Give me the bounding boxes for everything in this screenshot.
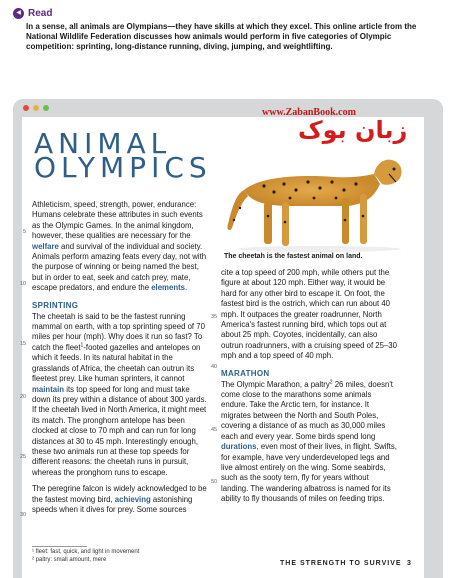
line-number: 25 [20, 454, 27, 460]
cheetah-image [224, 124, 414, 252]
vocab-durations: durations [221, 442, 257, 452]
line-number: 40 [211, 364, 218, 370]
watermark-logo: زبان بوک [298, 116, 408, 144]
speaker-icon: ◀ [13, 8, 24, 19]
footnote-2: ² paltry: small amount, mere [32, 557, 107, 563]
footnote-ref-1: 1 [80, 342, 84, 349]
window-controls [13, 99, 443, 116]
vocab-welfare: welfare [32, 241, 59, 251]
maximize-dot-icon [43, 105, 49, 111]
falcon-text: The peregrine falcon is widely acknowledged to be the fastest moving bird, achieving astonishing speeds when it dives for prey. Some sources [32, 484, 207, 514]
read-header [13, 7, 52, 19]
line-number: 35 [211, 314, 218, 320]
vocab-maintain: maintain [32, 384, 65, 394]
line-number: 30 [20, 512, 27, 518]
line-number: 20 [20, 394, 27, 400]
footnote-ref-2: 2 [329, 379, 333, 386]
intro-paragraph: In a sense, all animals are Olympians—they have skills at which they excel. This online article from the National Wildlife Federation discusses how animals would perform in five categories of Olympic competition: sprinting, long-distance running, diving, jumping, and weightlifting. [26, 22, 417, 51]
article-column-right [221, 268, 398, 511]
close-dot-icon [23, 105, 29, 111]
article-column-left [32, 200, 210, 521]
sprinting-text: The cheetah is said to be the fastest running mammal on earth, with a top sprinting speed of 70 miles per hour (mph). Why does it run so fast? To catch the fleet$^1$-footed gazelles and antelopes on which it feeds. In its natural habitat in the grasslands of Africa, the cheetah can outrun its fleetest prey. Like human sprinters, it cannot maintain its top speed for long and must take down its prey within a distance of about 300 yards. If the cheetah lived in North America, it might meet its match. The pronghorn antelope has been clocked at close to 70 mph and can run for long distances at 30 to 45 mph. Interestingly enough, these two animals run at these top speeds for different reasons: the cheetah runs in pursuit, whereas the pronghorn runs to escape. [32, 311, 207, 477]
continuation-text: cite a top speed of 200 mph, while others put the figure at about 120 mph. Either way, it would be hard for any other bird to escape it. On foot, the fastest bird is the ostrich, which can run about 40 mph. It outpaces the greater roadrunner, North America's fastest running bird, which tops out at about 25 mph. Coyotes, incidentally, can also outrun roadrunners, with a cruising speed of 25–30 mph and a top speed of 40 mph. [221, 268, 397, 361]
article-title-line1: ANIMAL [34, 127, 172, 160]
page-number: 3 [407, 560, 411, 567]
footnote-rule [32, 546, 87, 547]
line-number: 10 [20, 281, 27, 287]
section-heading-sprinting: SPRINTING [32, 300, 79, 310]
image-caption: The cheetah is the fastest animal on land. [224, 253, 363, 260]
intro-text: Athleticism, speed, strength, power, endurance: Humans celebrate these attributes in such events as the Olympic Games. In the animal kingdom, however, these qualities are necessary for the welfare and survival of the individual and society. Animals perform amazing feats every day, not with the purpose of winning or being named the best, but in order to eat, seek and catch prey, mate, escape predators, and endure the elements. [32, 200, 207, 293]
article-title-line2: OLYMPICS [34, 151, 212, 184]
read-label: Read [28, 7, 53, 19]
line-number: 45 [211, 427, 218, 433]
line-number: 50 [211, 479, 218, 485]
section-heading-marathon: MARATHON [221, 368, 270, 378]
footnote-1: ¹ fleet: fast, quick, and light in movement [32, 549, 140, 555]
vocab-elements: elements [151, 283, 186, 293]
minimize-dot-icon [33, 105, 39, 111]
watermark-url: www.ZabanBook.com [262, 107, 356, 118]
marathon-text: The Olympic Marathon, a paltry$^2$ 26 miles, doesn't come close to the marathons some animals endure. Take the Arctic tern, for instance. It migrates between the North and South Poles, covering a distance of as much as 30,000 miles each and every year. Some birds spend long durations, even most of their lives, in flight. Swifts, for example, have very underdeveloped legs and live almost entirely on the wing. Some seabirds, such as the sooty tern, fly for years without landing. The wandering albatross is named for its ability to fly thousands of miles on feeding trips. [221, 379, 397, 504]
vocab-achieving: achieving [114, 494, 151, 504]
line-number: 5 [23, 229, 27, 235]
line-number: 15 [20, 341, 27, 347]
running-title: THE STRENGTH TO SURVIVE [280, 560, 402, 567]
